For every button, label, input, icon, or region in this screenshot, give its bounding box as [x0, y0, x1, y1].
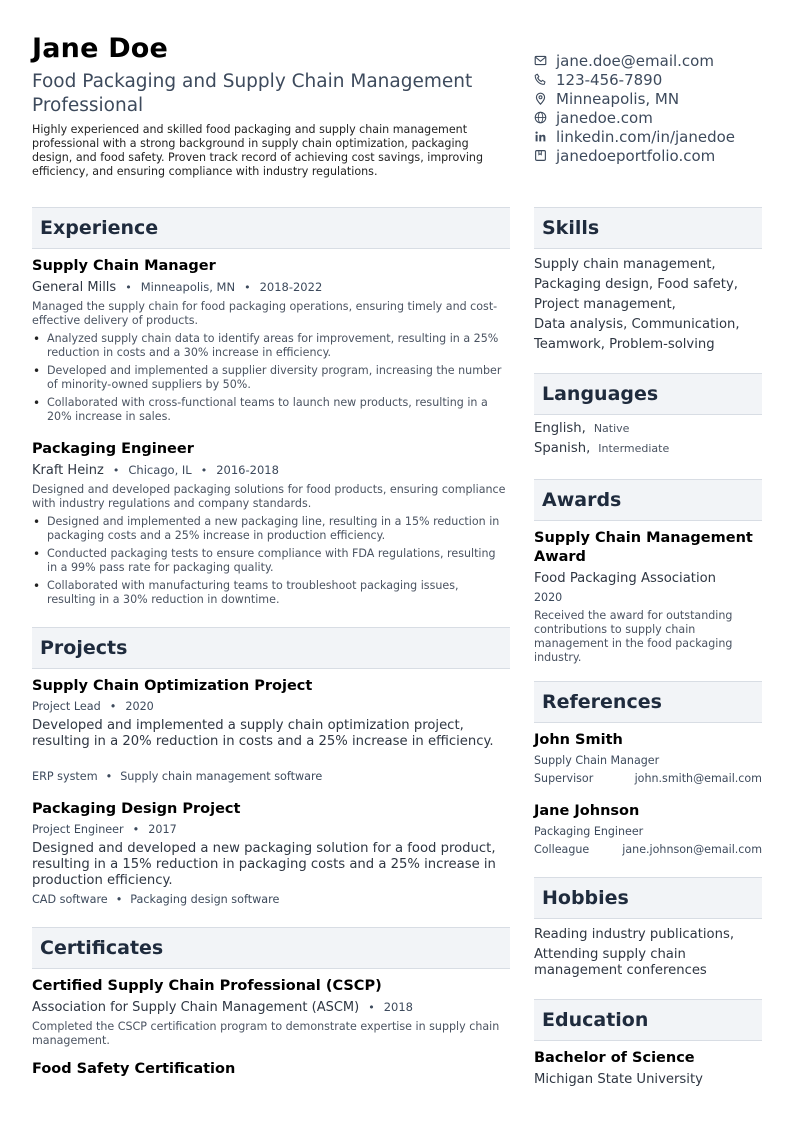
bullet-item: • Collaborated with cross-functional teams to launch new products, resulting in a 20% increase in sales.	[32, 396, 508, 424]
language-item	[534, 441, 669, 461]
job-summary: Managed the supply chain for food packaging operations, ensuring timely and cost-effective delivery of products.	[32, 300, 498, 327]
certificates-section-header	[32, 927, 510, 969]
job-location: Minneapolis, MN	[140, 280, 236, 294]
company: Kraft Heinz	[32, 463, 104, 478]
award-year: 2020	[534, 591, 563, 604]
bullet-item: • Collaborated with manufacturing teams to troubleshoot packaging issues, resulting in a 30% reduction in downtime.	[32, 579, 508, 607]
project-description: Designed and developed a new packaging solution for a food product, resulting in a 15% reduction in packaging costs and a 25% increase in production efficiency.	[32, 841, 496, 888]
phone-icon	[534, 73, 547, 86]
languages-heading: Languages	[542, 383, 659, 405]
project-role: Project Engineer	[32, 823, 124, 836]
location-text: Minneapolis, MN	[556, 89, 680, 108]
certificate-issuer: Association for Supply Chain Management (ASCM)	[32, 1000, 360, 1015]
projects-heading: Projects	[40, 637, 128, 659]
languages-list	[534, 421, 669, 461]
reference-name: Jane Johnson	[534, 803, 640, 819]
skills-heading: Skills	[542, 217, 600, 239]
contact-portfolio[interactable]	[534, 146, 735, 165]
separator-dot: •	[132, 823, 140, 836]
separator-dot: •	[112, 464, 120, 477]
skill-line: Packaging design, Food safety,	[534, 277, 738, 292]
project-title: Packaging Design Project	[32, 801, 241, 817]
project-year: 2020	[125, 700, 154, 713]
phone-text: 123-456-7890	[556, 70, 663, 89]
job-meta	[32, 280, 322, 295]
hobby-item: Attending supply chain management conferences	[534, 947, 707, 978]
project-meta	[32, 823, 177, 836]
reference-details	[534, 843, 762, 856]
portfolio-icon	[534, 149, 547, 162]
summary: Highly experienced and skilled food packaging and supply chain management professional with a strong background in supply chain optimization, packaging design, and food safety. Proven track record of achieving cost savings, improving efficiency, and ensuring compliance with industry regulations.	[32, 123, 483, 178]
job-title: Packaging Engineer	[32, 441, 194, 457]
degree: Bachelor of Science	[534, 1050, 695, 1066]
job-dates: 2016-2018	[216, 463, 279, 477]
separator-dot: •	[200, 464, 208, 477]
separator-dot: •	[368, 1001, 375, 1014]
hobbies-section-header	[534, 877, 762, 919]
project-meta	[32, 700, 154, 713]
separator-dot: •	[125, 281, 132, 294]
reference-name: John Smith	[534, 732, 623, 748]
company: General Mills	[32, 280, 117, 295]
award-org: Food Packaging Association	[534, 571, 717, 586]
keyword: Supply chain management software	[120, 770, 323, 783]
keyword: CAD software	[32, 893, 108, 906]
linkedin-text: linkedin.com/in/janedoe	[556, 127, 736, 146]
globe-icon	[534, 111, 547, 124]
certificates-heading: Certificates	[40, 937, 164, 959]
contact-website[interactable]	[534, 108, 735, 127]
candidate-name: Jane Doe	[32, 33, 169, 64]
skill-line: Teamwork, Problem-solving	[534, 337, 715, 352]
reference-relation: Colleague	[534, 843, 590, 856]
language-item	[534, 421, 669, 441]
projects-section-header	[32, 627, 510, 669]
job-summary: Designed and developed packaging solutions for food products, ensuring compliance with industry regulations and company standards.	[32, 483, 506, 510]
skill-line: Supply chain management,	[534, 257, 716, 272]
website-text: janedoe.com	[556, 108, 653, 127]
skill-line: Project management,	[534, 297, 676, 312]
portfolio-text: janedoeportfolio.com	[556, 146, 716, 165]
contact-list	[534, 51, 735, 165]
skills-list	[534, 255, 740, 355]
reference-title: Supply Chain Manager	[534, 754, 660, 767]
separator-dot: •	[109, 700, 117, 713]
reference-title: Packaging Engineer	[534, 825, 644, 838]
skill-line: Data analysis, Communication,	[534, 317, 740, 332]
job-bullets	[32, 332, 508, 428]
email-text: jane.doe@email.com	[556, 51, 714, 70]
experience-section-header	[32, 207, 510, 249]
education-heading: Education	[542, 1009, 649, 1031]
bullet-item: • Developed and implemented a supplier diversity program, increasing the number of minority-owned suppliers by 50%.	[32, 364, 508, 392]
references-section-header	[534, 681, 762, 723]
contact-linkedin[interactable]	[534, 127, 735, 146]
location-pin-icon	[534, 92, 547, 105]
award-title: Supply Chain Management Award	[534, 530, 753, 565]
project-keywords	[32, 770, 322, 783]
experience-item	[32, 258, 216, 274]
project-title: Supply Chain Optimization Project	[32, 678, 313, 694]
job-dates: 2018-2022	[259, 280, 323, 294]
certificate-year: 2018	[383, 1000, 413, 1014]
awards-section-header	[534, 479, 762, 521]
certificate-title: Food Safety Certification	[32, 1061, 236, 1077]
certificate-meta	[32, 1000, 413, 1015]
job-title: Supply Chain Manager	[32, 258, 216, 274]
separator-dot: •	[115, 893, 123, 906]
hobby-item: Reading industry publications,	[534, 927, 735, 942]
contact-location	[534, 89, 735, 108]
references-heading: References	[542, 691, 662, 713]
reference-details	[534, 772, 762, 785]
experience-heading: Experience	[40, 217, 159, 239]
keyword: Packaging design software	[130, 893, 280, 906]
separator-dot: •	[105, 770, 113, 783]
job-meta	[32, 463, 279, 478]
hobbies-heading: Hobbies	[542, 887, 629, 909]
reference-email[interactable]: jane.johnson@email.com	[622, 843, 762, 856]
bullet-item: • Designed and implemented a new packaging line, resulting in a 15% reduction in packaging costs and a 25% increase in production efficiency.	[32, 515, 508, 543]
certificate-title: Certified Supply Chain Professional (CSCP)	[32, 978, 382, 994]
awards-heading: Awards	[542, 489, 622, 511]
separator-dot: •	[244, 281, 251, 294]
project-role: Project Lead	[32, 700, 101, 713]
job-location: Chicago, IL	[128, 463, 192, 477]
bullet-item: • Analyzed supply chain data to identify areas for improvement, resulting in a 25% reduction in costs and a 30% increase in efficiency.	[32, 332, 508, 360]
certificate-description: Completed the CSCP certification program to demonstrate expertise in supply chain management.	[32, 1020, 500, 1047]
skills-section-header	[534, 207, 762, 249]
language-level: Intermediate	[598, 442, 670, 455]
school: Michigan State University	[534, 1072, 703, 1087]
reference-email[interactable]: john.smith@email.com	[634, 772, 762, 785]
mail-icon	[534, 54, 547, 67]
project-keywords	[32, 893, 279, 906]
language-level: Native	[593, 422, 630, 435]
job-bullets	[32, 515, 508, 611]
reference-relation: Supervisor	[534, 772, 594, 785]
contact-phone[interactable]	[534, 70, 735, 89]
headline: Food Packaging and Supply Chain Management Professional	[32, 71, 473, 116]
keyword: ERP system	[32, 770, 98, 783]
project-description: Developed and implemented a supply chain optimization project, resulting in a 20% reduction in costs and a 25% increase in efficiency.	[32, 718, 494, 749]
bullet-item: • Conducted packaging tests to ensure compliance with FDA regulations, resulting in a 99% pass rate for packaging quality.	[32, 547, 508, 575]
linkedin-icon	[534, 130, 547, 143]
language-name: Spanish,	[534, 441, 591, 456]
experience-item	[32, 441, 194, 457]
award-description: Received the award for outstanding contributions to supply chain management in the food packaging industry.	[534, 609, 733, 664]
education-section-header	[534, 999, 762, 1041]
contact-email[interactable]	[534, 51, 735, 70]
languages-section-header	[534, 373, 762, 415]
language-name: English,	[534, 421, 586, 436]
project-year: 2017	[148, 823, 177, 836]
